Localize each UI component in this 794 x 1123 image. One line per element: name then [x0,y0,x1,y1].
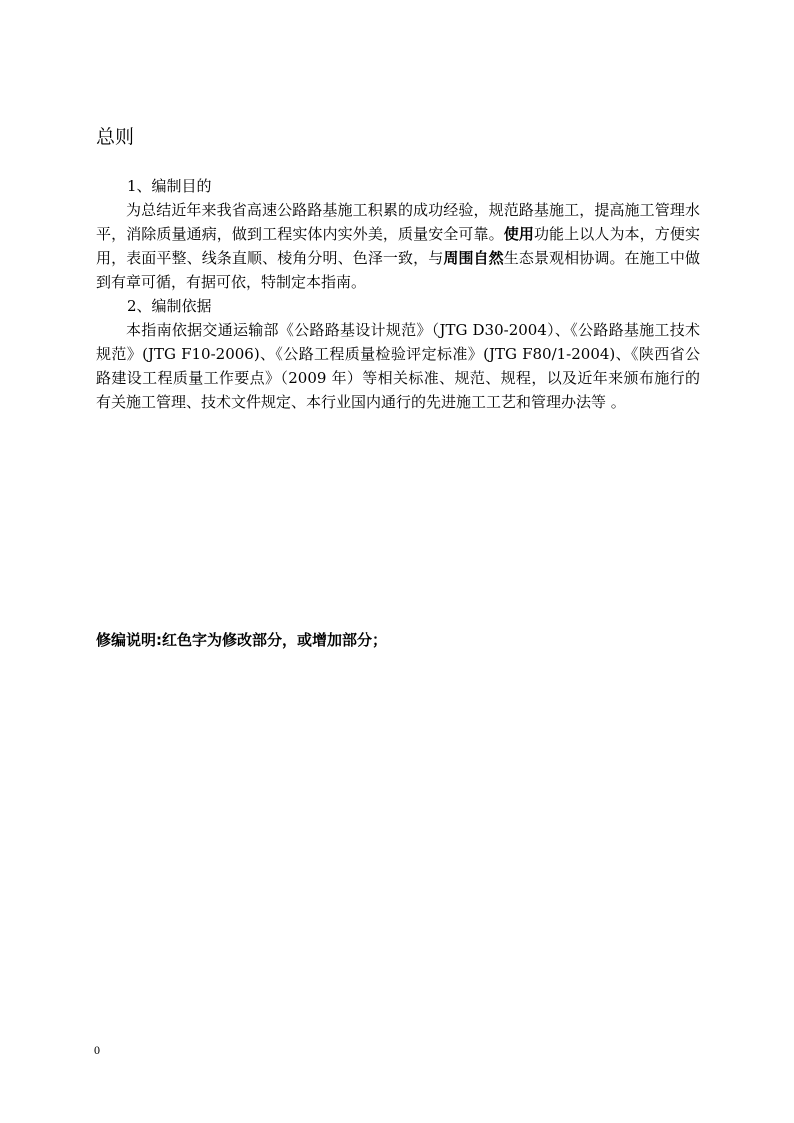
paragraph-bold-text: 周围自然 [443,249,504,267]
paragraph-bold-text: 使用 [503,225,534,243]
section-heading-basis: 2、编制依据 [127,297,212,315]
paragraph-text: 生态景观相协调。在施工中做到有章可循，有据可依，特制定本指南。 [96,249,700,291]
page-title: 总则 [96,126,135,148]
section-heading-purpose: 1、编制目的 [127,177,212,195]
section-paragraph-purpose [96,198,700,294]
revision-note: 修编说明:红色字为修改部分，或增加部分； [96,631,388,649]
page-number: 0 [94,1043,100,1057]
section-paragraph-basis: 本指南依据交通运输部《公路路基设计规范》（JTG D30-2004）、《公路路基施工技术规范》(JTG F10-2006)、《公路工程质量检验评定标准》(JTG F80/1-2004)、《陕西省公路建设工程质量工作要点》（2009 年）等相关标准、规范、规程，以及近年来颁布施行的有关施工管理、技术文件规定、本行业国内通行的先进施工工艺和管理办法等 。 [96,321,700,411]
paragraph-text: 功能上以人为本，方便实用，表面平整、线条直顺、棱角分明、色泽一致，与 [96,225,700,267]
paragraph-text: 为总结近年来我省高速公路路基施工积累的成功经验，规范路基施工，提高施工管理水平，消除质量通病，做到工程实体内实外美，质量安全可靠。 [96,201,700,243]
document-body [96,174,700,414]
